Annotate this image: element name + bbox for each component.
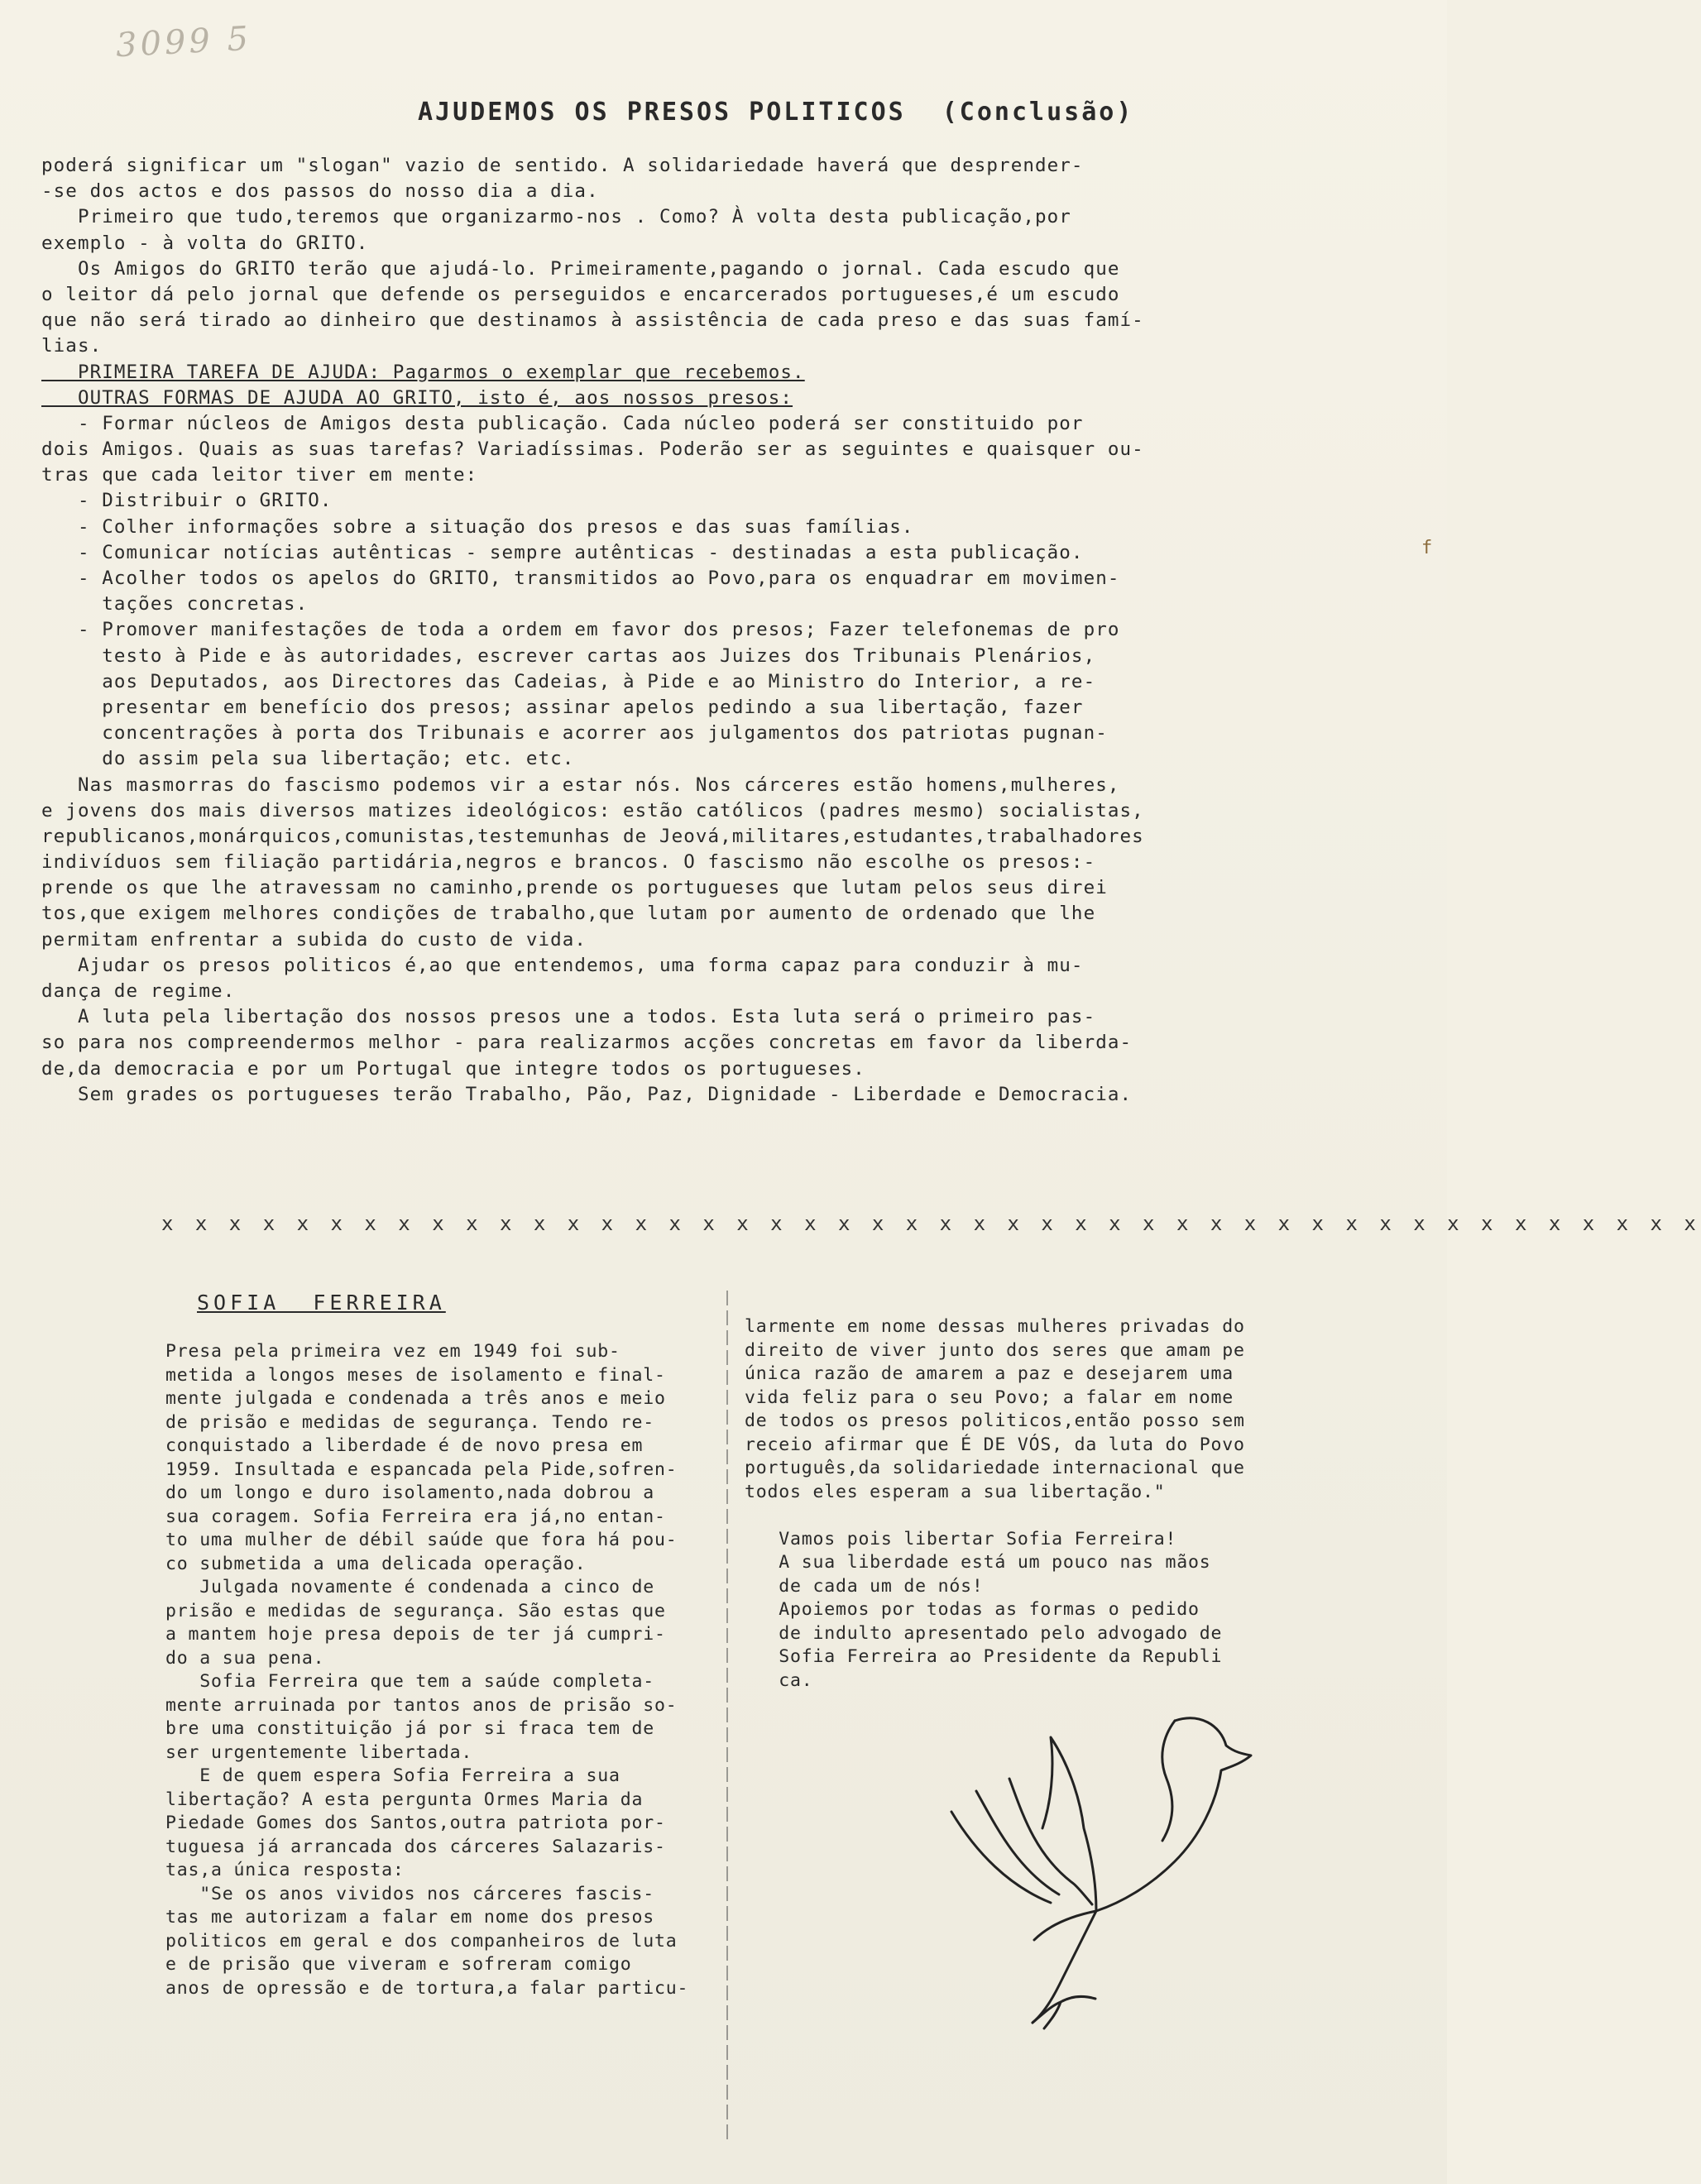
- sofia-left-line: do um longo e duro isolamento,nada dobrou a: [165, 1482, 654, 1503]
- article-line: Os Amigos do GRITO terão que ajudá-lo. Primeiramente,pagando o jornal. Cada escudo que: [41, 257, 1120, 280]
- sofia-left-line: sua coragem. Sofia Ferreira era já,no entan-: [165, 1506, 666, 1527]
- sofia-left-column: [165, 1340, 745, 2000]
- sofia-right-line: vida feliz para o seu Povo; a falar em nome: [745, 1387, 1234, 1408]
- sofia-right-column: [745, 1315, 1324, 1693]
- article-line: tos,que exigem melhores condições de trabalho,que lutam por aumento de ordenado que lhe: [41, 903, 1096, 925]
- article-line: que não será tirado ao dinheiro que destinamos à assistência de cada preso e das suas famí-: [41, 309, 1144, 332]
- article-line: dança de regime.: [41, 980, 236, 1002]
- sofia-left-line: conquistado a liberdade é de novo presa em: [165, 1435, 644, 1456]
- dove-icon: [927, 1688, 1274, 2035]
- article-line: -se dos actos e dos passos do nosso dia a dia.: [41, 180, 599, 203]
- sofia-right-line: direito de viver junto dos seres que amam pe: [745, 1339, 1245, 1361]
- sofia-right-line: todos eles esperam a sua libertação.": [745, 1481, 1166, 1502]
- article-line: OUTRAS FORMAS DE AJUDA AO GRITO, isto é, aos nossos presos:: [41, 386, 793, 409]
- article-line: tações concretas.: [41, 593, 309, 615]
- title-suffix: (Conclusão): [942, 98, 1134, 127]
- sofia-right-line: português,da solidariedade internacional que: [745, 1458, 1245, 1478]
- sofia-left-line: mente arruinada por tantos anos de prisão so-: [165, 1694, 678, 1716]
- sofia-left-line: do a sua pena.: [165, 1647, 325, 1669]
- sofia-right-line: A sua liberdade está um pouco nas mãos: [745, 1552, 1211, 1573]
- page-title: [418, 98, 1133, 127]
- sofia-left-line: Sofia Ferreira que tem a saúde completa-: [165, 1671, 654, 1692]
- article-line: do assim pela sua libertação; etc. etc.: [41, 748, 575, 770]
- sofia-left-line: co submetida a uma delicada operação.: [165, 1553, 587, 1574]
- sofia-right-line: de cada um de nós!: [745, 1575, 984, 1597]
- article-line: republicanos,monárquicos,comunistas,testemunhas de Jeová,militares,estudantes,trabalhadores: [41, 825, 1144, 847]
- article-line: poderá significar um "slogan" vazio de sentido. A solidariedade haverá que desprender-: [41, 155, 1084, 176]
- sofia-right-line: Sofia Ferreira ao Presidente da Republi: [745, 1646, 1223, 1667]
- article-line: - Promover manifestações de toda a ordem em favor dos presos; Fazer telefonemas de pro: [41, 619, 1120, 641]
- article-line: e jovens dos mais diversos matizes ideológicos: estão católicos (padres mesmo) socialistas,: [41, 799, 1144, 821]
- sofia-right-line: de indulto apresentado pelo advogado de: [745, 1622, 1223, 1644]
- article-body: [41, 153, 1398, 1108]
- sofia-right-line: única razão de amarem a paz e desejarem uma: [745, 1363, 1234, 1384]
- section-title: SOFIA FERREIRA: [197, 1291, 446, 1315]
- article-line: Primeiro que tudo,teremos que organizarmo-nos . Como? À volta desta publicação,por: [41, 206, 1071, 228]
- sofia-left-line: a mantem hoje presa depois de ter já cumpri-: [165, 1624, 666, 1645]
- article-line: - Acolher todos os apelos do GRITO, transmitidos ao Povo,para os enquadrar em movimen-: [41, 568, 1120, 589]
- column-divider: [726, 1291, 728, 2143]
- sofia-right-line: Vamos pois libertar Sofia Ferreira!: [745, 1528, 1177, 1549]
- sofia-left-line: to uma mulher de débil saúde que fora há pou-: [165, 1530, 678, 1550]
- margin-mark: f: [1421, 538, 1433, 558]
- article-line: dois Amigos. Quais as suas tarefas? Variadíssimas. Poderão ser as seguintes e quaisquer ou-: [41, 438, 1144, 461]
- sofia-left-line: Julgada novamente é condenada a cinco de: [165, 1577, 654, 1597]
- sofia-left-line: e de prisão que viveram e sofreram comigo: [165, 1954, 632, 1975]
- sofia-left-line: tas me autorizam a falar em nome dos presos: [165, 1907, 654, 1928]
- pencil-annotation: 3099 5: [114, 19, 253, 65]
- article-line: - Colher informações sobre a situação dos presos e das suas famílias.: [41, 515, 914, 538]
- article-line: lias.: [41, 335, 103, 357]
- sofia-right-line: [745, 1504, 1324, 1528]
- article-line: Nas masmorras do fascismo podemos vir a estar nós. Nos cárceres estão homens,mulheres,: [41, 774, 1120, 796]
- article-line: Ajudar os presos politicos é,ao que entendemos, uma forma capaz para conduzir à mu-: [41, 954, 1084, 976]
- article-line: PRIMEIRA TAREFA DE AJUDA: Pagarmos o exemplar que recebemos.: [41, 361, 805, 383]
- sofia-left-line: 1959. Insultada e espancada pela Pide,sofren-: [165, 1458, 678, 1480]
- article-line: o leitor dá pelo jornal que defende os perseguidos e encarcerados portugueses,é um escudo: [41, 283, 1120, 305]
- article-line: prende os que lhe atravessam no caminho,prende os portugueses que lutam pelos seus direi: [41, 877, 1108, 899]
- article-line: de,da democracia e por um Portugal que integre todos os portugueses.: [41, 1057, 865, 1080]
- sofia-left-line: Presa pela primeira vez em 1949 foi sub-: [165, 1341, 621, 1362]
- sofia-left-line: mente julgada e condenada a três anos e meio: [165, 1388, 666, 1409]
- sofia-left-line: ser urgentemente libertada.: [165, 1741, 473, 1763]
- sofia-left-line: Piedade Gomes dos Santos,outra patriota por-: [165, 1813, 666, 1833]
- sofia-right-line: ca.: [745, 1669, 813, 1691]
- article-line: concentrações à porta dos Tribunais e acorrer aos julgamentos dos patriotas pugnan-: [41, 722, 1108, 745]
- article-line: A luta pela libertação dos nossos presos une a todos. Esta luta será o primeiro pas-: [41, 1006, 1096, 1028]
- sofia-left-line: de prisão e medidas de segurança. Tendo re-: [165, 1411, 654, 1433]
- article-line: - Distribuir o GRITO.: [41, 490, 333, 512]
- article-line: presentar em benefício dos presos; assinar apelos pedindo a sua libertação, fazer: [41, 696, 1084, 718]
- article-line: indivíduos sem filiação partidária,negros e brancos. O fascismo não escolhe os presos:-: [41, 851, 1096, 874]
- sofia-left-line: politicos em geral e dos companheiros de luta: [165, 1930, 678, 1952]
- sofia-left-line: bre uma constituição já por si fraca tem de: [165, 1718, 654, 1739]
- section-separator: x x x x x x x x x x x x x x x x x x x x x x x x x x x x x x x x x x x x x x x x x x x x x x: [161, 1212, 1701, 1235]
- article-line: tras que cada leitor tiver em mente:: [41, 464, 478, 486]
- article-line: - Comunicar notícias autênticas - sempre autênticas - destinadas a esta publicação.: [41, 541, 1084, 563]
- sofia-left-line: "Se os anos vividos nos cárceres fascis-: [165, 1883, 654, 1904]
- sofia-right-line: Apoiemos por todas as formas o pedido: [745, 1599, 1200, 1620]
- sofia-left-line: tas,a única resposta:: [165, 1860, 405, 1880]
- sofia-left-line: metida a longos meses de isolamento e final-: [165, 1364, 666, 1386]
- sofia-right-line: receio afirmar que É DE VÓS, da luta do Povo: [745, 1434, 1245, 1455]
- sofia-left-line: E de quem espera Sofia Ferreira a sua: [165, 1765, 621, 1786]
- article-line: exemplo - à volta do GRITO.: [41, 232, 369, 254]
- sofia-left-line: anos de opressão e de tortura,a falar particu-: [165, 1977, 689, 1999]
- article-line: Sem grades os portugueses terão Trabalho, Pão, Paz, Dignidade - Liberdade e Democracia.: [41, 1083, 1133, 1105]
- title-text: AJUDEMOS OS PRESOS POLITICOS: [418, 98, 906, 127]
- sofia-right-line: de todos os presos politicos,então posso sem: [745, 1410, 1245, 1431]
- article-line: aos Deputados, aos Directores das Cadeias, à Pide e ao Ministro do Interior, a re-: [41, 670, 1096, 692]
- article-line: permitam enfrentar a subida do custo de vida.: [41, 928, 587, 951]
- article-line: testo à Pide e às autoridades, escrever cartas aos Juizes dos Tribunais Plenários,: [41, 644, 1096, 667]
- article-line: so para nos compreendermos melhor - para realizarmos acções concretas em favor da liberda-: [41, 1032, 1133, 1054]
- sofia-right-line: larmente em nome dessas mulheres privadas do: [745, 1316, 1245, 1337]
- sofia-left-line: prisão e medidas de segurança. São estas que: [165, 1600, 666, 1621]
- sofia-left-line: tuguesa já arrancada dos cárceres Salazaris-: [165, 1836, 666, 1857]
- sofia-left-line: libertação? A esta pergunta Ormes Maria da: [165, 1789, 644, 1810]
- article-line: - Formar núcleos de Amigos desta publicação. Cada núcleo poderá ser constituido por: [41, 412, 1084, 434]
